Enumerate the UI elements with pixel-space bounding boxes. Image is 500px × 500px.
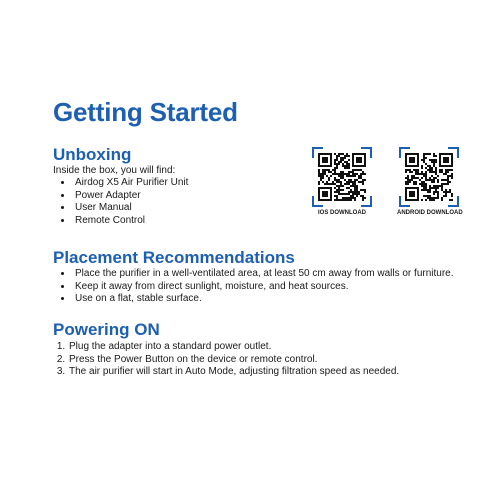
list-item: • Keep it away from direct sunlight, moisture, and heat sources. [73,281,454,294]
list-item: • Use on a flat, stable surface. [73,293,454,306]
qr-frame [399,147,459,207]
placement-heading: Placement Recommendations [53,248,295,267]
powering-heading: Powering ON [53,320,160,339]
list-item: • Remote Control [73,215,188,228]
qr-frame [312,147,372,207]
unboxing-intro: Inside the box, you will find: [53,165,176,176]
list-item: 3. The air purifier will start in Auto Mode, adjusting filtration speed as needed. [68,366,399,379]
list-item: • Power Adapter [73,190,188,203]
powering-steps [53,341,399,379]
list-item: • User Manual [73,202,188,215]
qr-ios-caption: IOS DOWNLOAD [318,210,366,216]
placement-list [53,268,454,306]
page-title: Getting Started [53,97,238,127]
list-item: • Airdog X5 Air Purifier Unit [73,177,188,190]
qr-code-icon [405,153,453,201]
qr-android-caption: ANDROID DOWNLOAD [397,210,463,216]
qr-ios[interactable] [310,147,374,216]
list-item: • Place the purifier in a well-ventilated area, at least 50 cm away from walls or furniture. [73,268,454,281]
qr-code-icon [318,153,366,201]
qr-android[interactable] [397,147,461,216]
list-item: 1. Plug the adapter into a standard power outlet. [68,341,399,354]
unboxing-heading: Unboxing [53,145,132,164]
list-item: 2. Press the Power Button on the device or remote control. [68,354,399,367]
unboxing-list [53,177,188,227]
